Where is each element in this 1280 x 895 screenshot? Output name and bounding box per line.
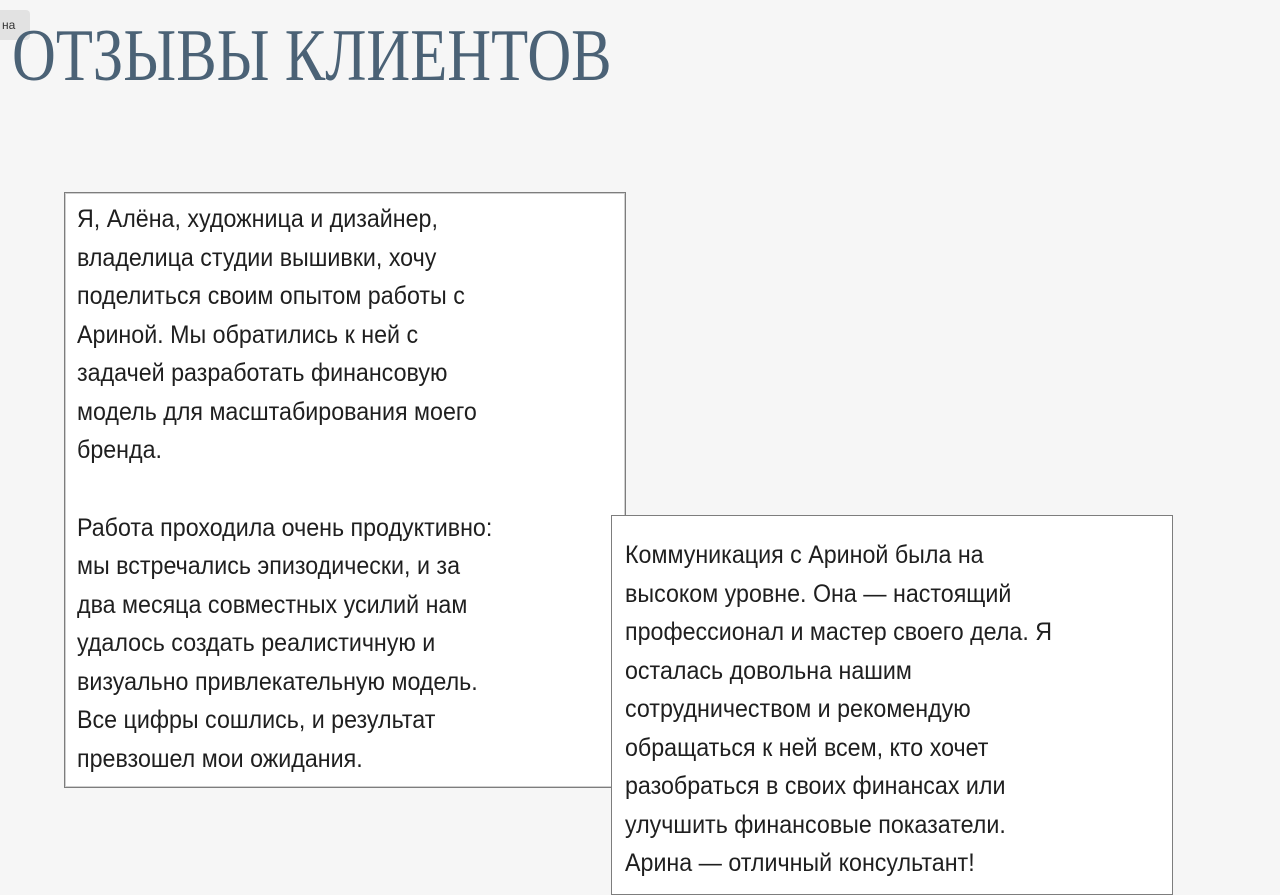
review-left-paragraph-1: Я, Алёна, художница и дизайнер, владелица студии вышивки, хочу поделиться своим опытом работы с Ариной. Мы обратились к ней с задачей разработать финансовую модель для масштабирования моего бренда.	[77, 205, 477, 464]
review-card-left	[64, 192, 626, 788]
review-left-paragraph-2: Работа проходила очень продуктивно: мы встречались эпизодически, и за два месяца совместных усилий нам удалось создать реалистичную и визуально привлекательную модель. Все цифры сошлись, и результат превзошел мои ожидания.	[77, 513, 493, 773]
review-right-paragraph-1: Коммуникация с Ариной была на высоком уровне. Она — настоящий профессионал и мастер своего дела. Я осталась довольна нашим сотрудничеством и рекомендую обращаться к ней всем, кто хочет разобраться в своих финансах или улучшить финансовые показатели. Арина — отличный консультант!	[625, 541, 1053, 877]
page-title: ОТЗЫВЫ КЛИЕНТОВ	[12, 15, 612, 97]
corner-tag: на	[0, 10, 30, 40]
review-card-right	[611, 515, 1173, 895]
